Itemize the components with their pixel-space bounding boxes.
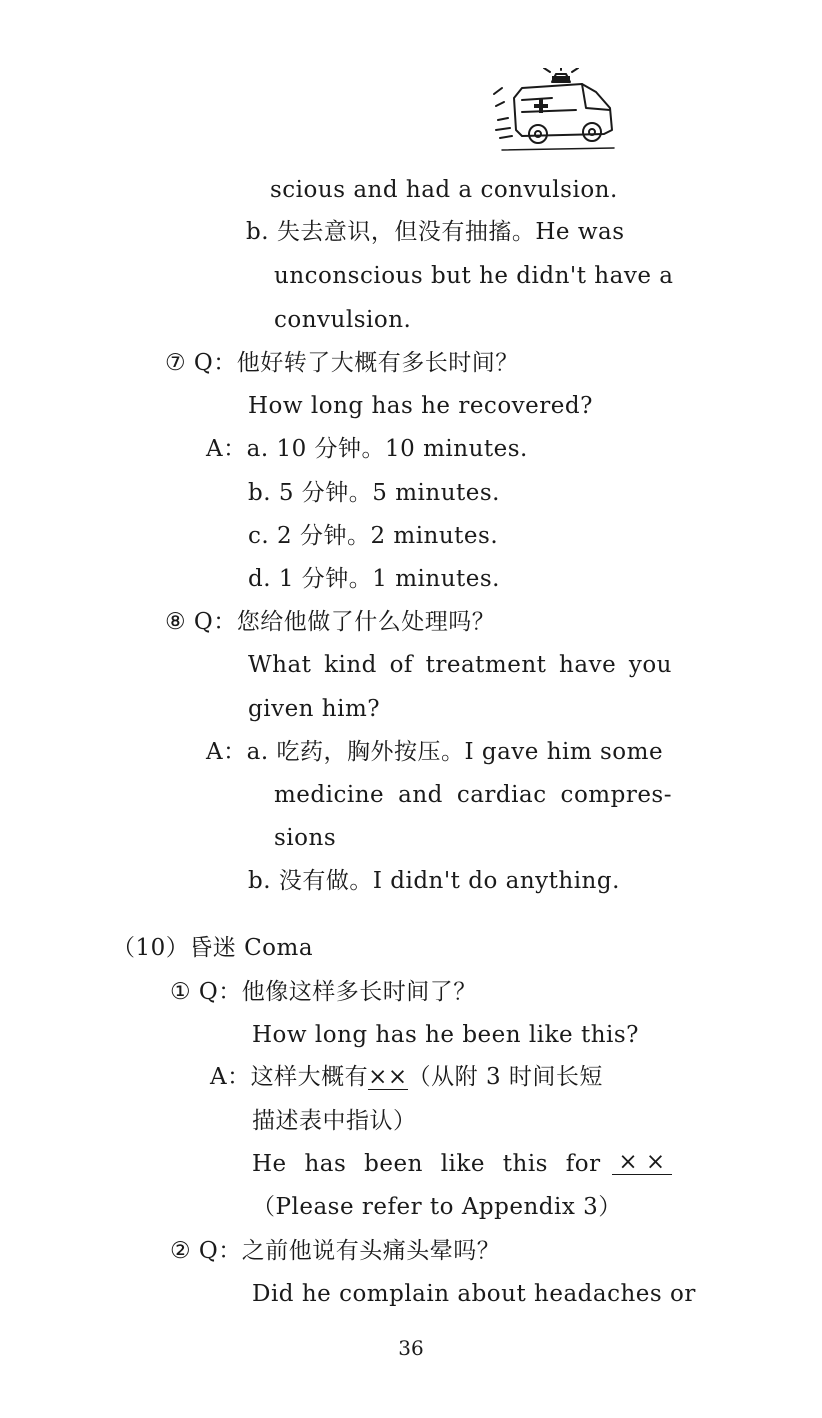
question-1-english: How long has he been like this? [252, 1022, 640, 1048]
answer-option-d: d. 1 分钟。1 minutes. [248, 566, 500, 592]
body-line: unconscious but he didn't have a [274, 263, 674, 289]
section-heading: （10）昏迷 Coma [112, 935, 314, 961]
question-8-english: What kind of treatment have you [248, 652, 672, 678]
question-2-english: Did he complain about headaches or [252, 1281, 696, 1307]
body-line: sions [274, 825, 337, 851]
body-line: 描述表中指认） [252, 1108, 417, 1134]
question-7-english: How long has he recovered? [248, 393, 593, 419]
answer-option-b: b. 没有做。I didn't do anything. [248, 868, 620, 894]
answer-text: A：这样大概有 [210, 1064, 369, 1090]
body-line: convulsion. [274, 307, 412, 333]
body-line: medicine and cardiac compres- [274, 782, 672, 808]
blank-placeholder: × × [612, 1150, 672, 1175]
answer-option-a: A：a. 吃药，胸外按压。I gave him some [206, 739, 664, 765]
answer-option-b: b. 失去意识，但没有抽搐。He was [246, 219, 625, 245]
body-line: （Please refer to Appendix 3） [252, 1194, 622, 1220]
body-line: given him? [248, 696, 381, 722]
question-8: ⑧ Q：您给他做了什么处理吗？ [165, 609, 496, 635]
answer-option-c: c. 2 分钟。2 minutes. [248, 523, 499, 549]
answer-text: （从附 3 时间长短 [407, 1064, 603, 1090]
question-2: ② Q：之前他说有头痛头晕吗？ [170, 1238, 501, 1264]
body-line: scious and had a convulsion. [270, 177, 618, 203]
ambulance-icon [492, 68, 622, 158]
answer-english [252, 1150, 672, 1178]
answer-line [210, 1063, 603, 1091]
answer-option-b: b. 5 分钟。5 minutes. [248, 480, 500, 506]
page-number: 36 [398, 1336, 424, 1360]
blank-placeholder: ×× [368, 1064, 408, 1090]
answer-text: He has been like this for [252, 1151, 601, 1177]
answer-option-a: A：a. 10 分钟。10 minutes. [206, 436, 528, 462]
question-7: ⑦ Q：他好转了大概有多长时间？ [165, 350, 519, 376]
question-1: ① Q：他像这样多长时间了？ [170, 979, 477, 1005]
